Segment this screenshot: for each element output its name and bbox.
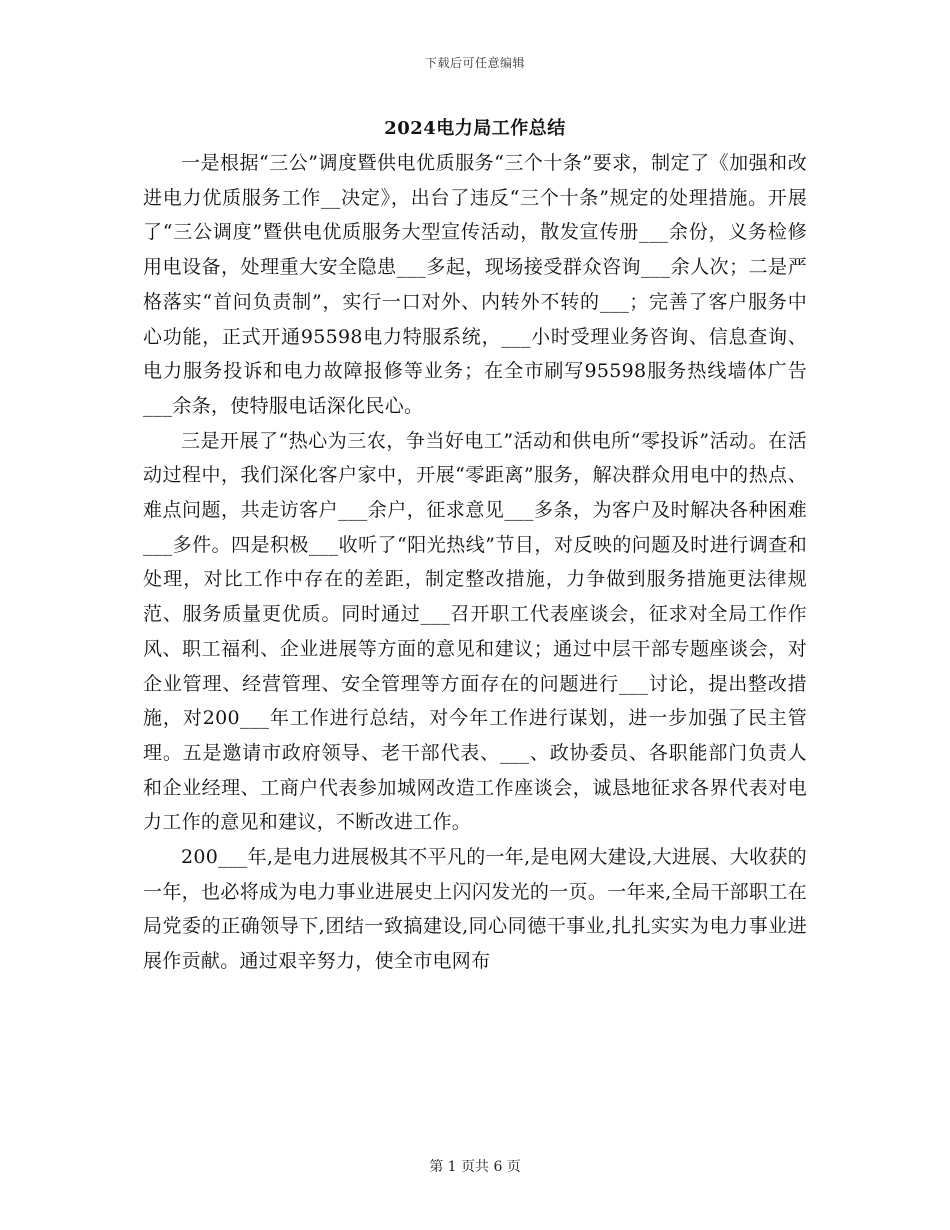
paragraph-3: 200___年,是电力进展极其不平凡的一年,是电网大建设,大进展、大收获的一年，也必将成为电力事业进展史上闪闪发光的一页。一年来,全局干部职工在局党委的正确领导下,团结一致搞建设,同心同德干事业,扎扎实实为电力事业进展作贡献。通过艰辛努力，使全市电网布 (143, 846, 807, 973)
document-body (143, 146, 807, 979)
paragraph-1: 一是根据“三公”调度暨供电优质服务“三个十条”要求，制定了《加强和改进电力优质服务工作__决定》，出台了违反“三个十条”规定的处理措施。开展了“三公调度”暨供电优质服务大型宣传活动，散发宣传册___余份，义务检修用电设备，处理重大安全隐患___多起，现场接受群众咨询___余人次；二是严格落实“首问负责制”，实行一口对外、内转外不转的___；完善了客户服务中心功能，正式开通95598电力特服系统，___小时受理业务咨询、信息查询、电力服务投诉和电力故障报修等业务；在全市刷写95598服务热线墙体广告___余条，使特服电话深化民心。 (143, 152, 807, 417)
page-number: 第 1 页共 6 页 (429, 1159, 521, 1175)
document-title: 2024电力局工作总结 (384, 118, 566, 139)
paragraph-2: 三是开展了“热心为三农，争当好电工”活动和供电所“零投诉”活动。在活动过程中，我们深化客户家中，开展“零距离”服务，解决群众用电中的热点、难点问题，共走访客户___余户，征求意见___多条，为客户及时解决各种困难___多件。四是积极___收听了“阳光热线”节目，对反映的问题及时进行调查和处理，对比工作中存在的差距，制定整改措施，力争做到服务措施更法律规范、服务质量更优质。同时通过___召开职工代表座谈会，征求对全局工作作风、职工福利、企业进展等方面的意见和建议；通过中层干部专题座谈会，对企业管理、经营管理、安全管理等方面存在的问题进行___讨论，提出整改措施，对200___年工作进行总结，对今年工作进行谋划，进一步加强了民主管理。五是邀请市政府领导、老干部代表、___、政协委员、各职能部门负责人和企业经理、工商户代表参加城网改造工作座谈会，诚恳地征求各界代表对电力工作的意见和建议，不断改进工作。 (143, 429, 807, 834)
header-note: 下载后可任意编辑 (424, 56, 525, 70)
